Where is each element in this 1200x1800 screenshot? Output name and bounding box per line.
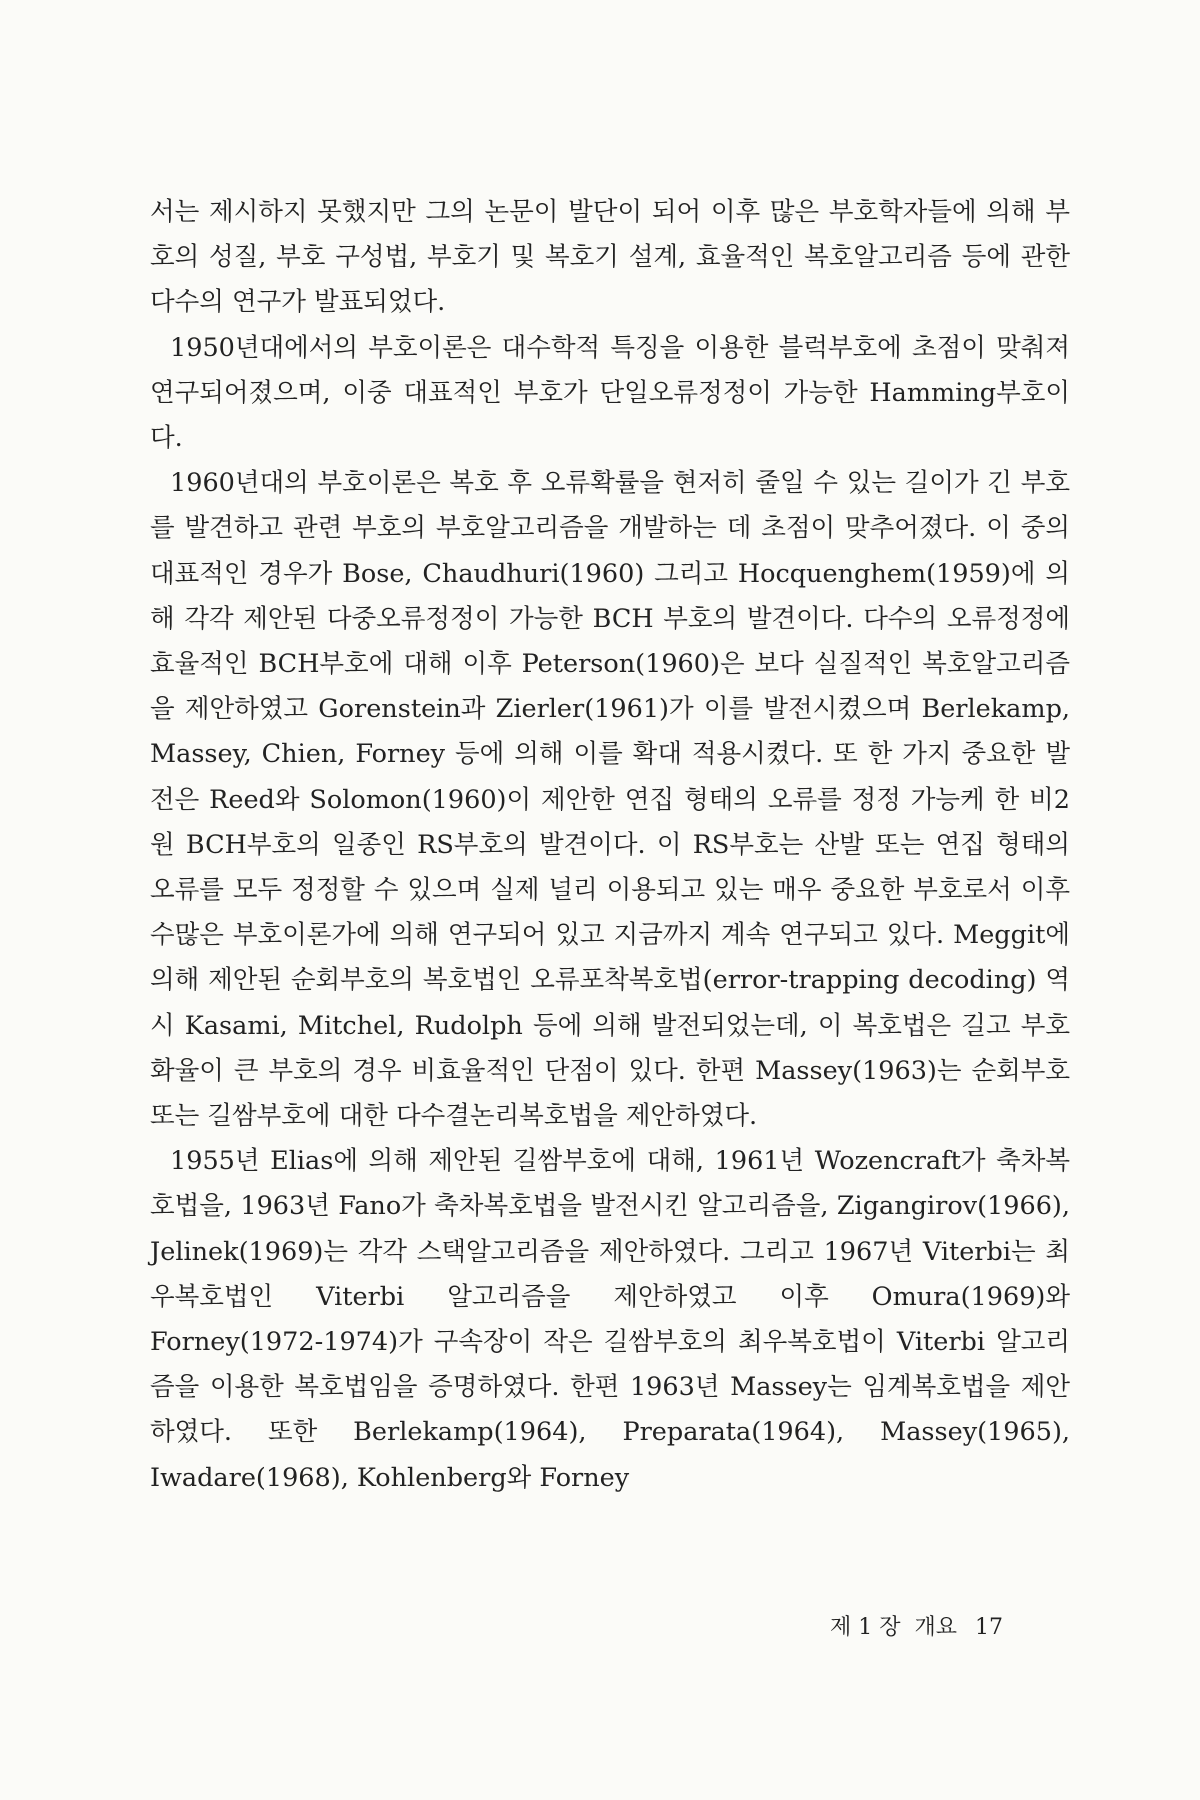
paragraph-1: 서는 제시하지 못했지만 그의 논문이 발단이 되어 이후 많은 부호학자들에 의해 부호의 성질, 부호 구성법, 부호기 및 복호기 설계, 효율적인 복호알고리즘 등에 관한 다수의 연구가 발표되었다. xyxy=(150,197,1070,318)
page-footer xyxy=(830,1610,1070,1641)
chapter-label: 제 1 장 xyxy=(830,1615,901,1640)
body-text xyxy=(150,190,1070,1501)
paragraph-3: 1960년대의 부호이론은 복호 후 오류확률을 현저히 줄일 수 있는 길이가 긴 부호를 발견하고 관련 부호의 부호알고리즘을 개발하는 데 초점이 맞추어졌다. 이 중의 대표적인 경우가 Bose, Chaudhuri(1960) 그리고 Hocquenghem(1959)에 의해 각각 제안된 다중오류정정이 가능한 BCH 부호의 발견이다. 다수의 오류정정에 효율적인 BCH부호에 대해 이후 Peterson(1960)은 보다 실질적인 복호알고리즘을 제안하였고 Gorenstein과 Zierler(1961)가 이를 발전시켰으며 Berlekamp, Massey, Chien, Forney 등에 의해 이를 확대 적용시켰다. 또 한 가지 중요한 발전은 Reed와 Solomon(1960)이 제안한 연집 형태의 오류를 정정 가능케 한 비2원 BCH부호의 일종인 RS부호의 발견이다. 이 RS부호는 산발 또는 연집 형태의 오류를 모두 정정할 수 있으며 실제 널리 이용되고 있는 매우 중요한 부호로서 이후 수많은 부호이론가에 의해 연구되어 있고 지금까지 계속 연구되고 있다. Meggit에 의해 제안된 순회부호의 복호법인 오류포착복호법(error-trapping decoding) 역시 Kasami, Mitchel, Rudolph 등에 의해 발전되었는데, 이 복호법은 길고 부호화율이 큰 부호의 경우 비효율적인 단점이 있다. 한편 Massey(1963)는 순회부호 또는 길쌈부호에 대한 다수결논리복호법을 제안하였다. xyxy=(150,468,1070,1132)
paragraph-4: 1955년 Elias에 의해 제안된 길쌈부호에 대해, 1961년 Wozencraft가 축차복호법을, 1963년 Fano가 축차복호법을 발전시킨 알고리즘을, Zigangirov(1966), Jelinek(1969)는 각각 스택알고리즘을 제안하였다. 그리고 1967년 Viterbi는 최우복호법인 Viterbi 알고리즘을 제안하였고 이후 Omura(1969)와 Forney(1972-1974)가 구속장이 작은 길쌈부호의 최우복호법이 Viterbi 알고리즘을 이용한 복호법임을 증명하였다. 한편 1963년 Massey는 임계복호법을 제안하였다. 또한 Berlekamp(1964), Preparata(1964), Massey(1965), Iwadare(1968), Kohlenberg와 Forney xyxy=(150,1146,1070,1493)
page-number: 17 xyxy=(975,1615,1004,1640)
paragraph-2: 1950년대에서의 부호이론은 대수학적 특징을 이용한 블럭부호에 초점이 맞춰져 연구되어졌으며, 이중 대표적인 부호가 단일오류정정이 가능한 Hamming부호이다. xyxy=(150,332,1070,454)
section-label: 개요 xyxy=(914,1615,958,1640)
